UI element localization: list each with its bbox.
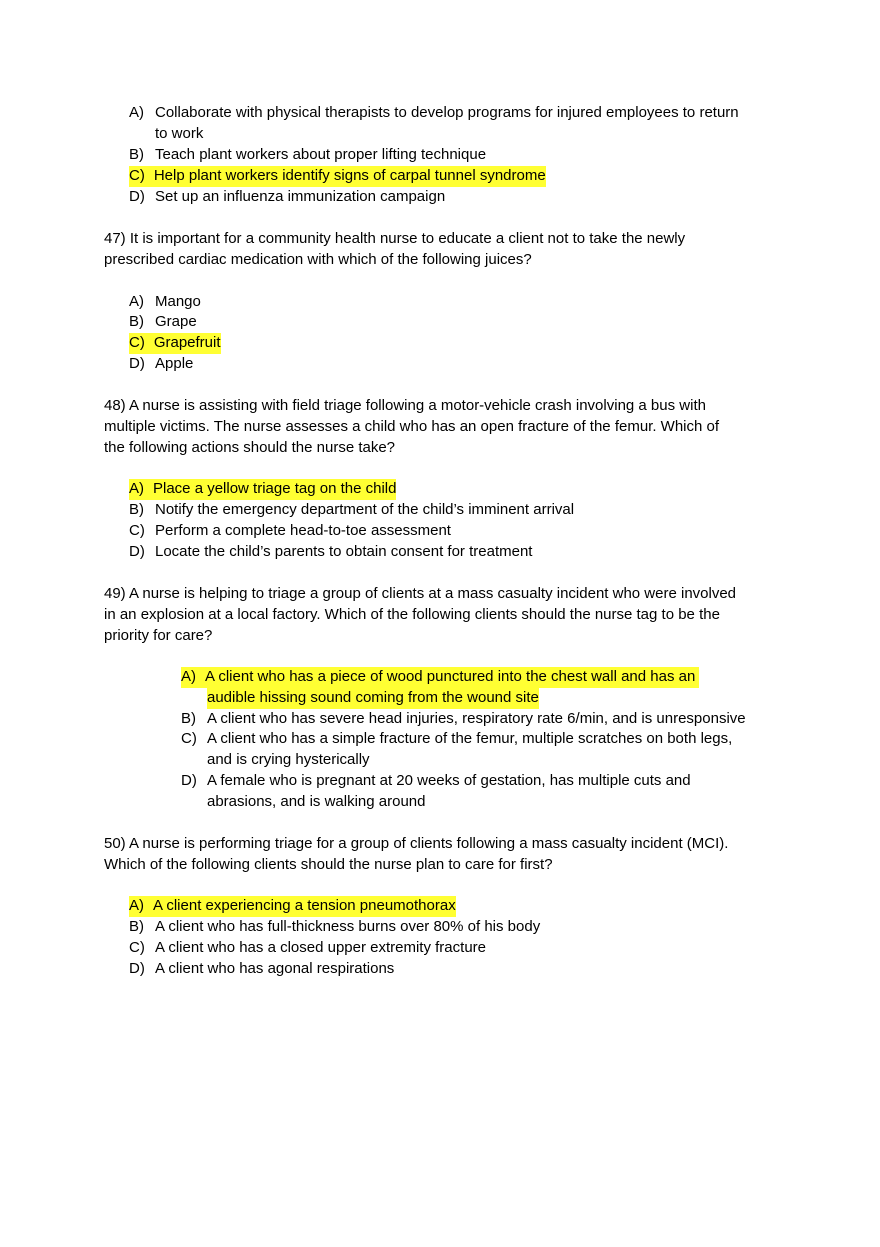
option-letter: D) bbox=[129, 188, 145, 205]
option-text-line: Collaborate with physical therapists to develop programs for injured employees to return bbox=[155, 104, 739, 121]
option-48-a-correct bbox=[129, 479, 396, 500]
stem-line: 48) A nurse is assisting with field triage following a motor-vehicle crash involving a bus with bbox=[104, 397, 706, 414]
option-text-line: abrasions, and is walking around bbox=[207, 792, 426, 810]
option-text-line: audible hissing sound coming from the wound site bbox=[207, 688, 539, 706]
answer-highlight bbox=[207, 688, 539, 709]
option-text-line: A client who has agonal respirations bbox=[155, 960, 395, 977]
option-48-b bbox=[129, 500, 574, 521]
option-text-line: Grapefruit bbox=[153, 334, 221, 351]
option-46-c-correct bbox=[129, 166, 546, 187]
option-text-line: Mango bbox=[155, 293, 201, 310]
option-letter: B) bbox=[129, 918, 144, 935]
option-49-c bbox=[181, 729, 732, 771]
option-text-line: A client who has a simple fracture of the femur, multiple scratches on both legs, bbox=[207, 730, 733, 747]
option-letter: B) bbox=[181, 710, 196, 727]
question-48-stem bbox=[104, 396, 776, 458]
option-text-line: Apple bbox=[155, 355, 194, 372]
option-47-a bbox=[129, 292, 201, 313]
option-text-line: A client who has a piece of wood punctured into the chest wall and has an bbox=[205, 668, 696, 685]
option-letter: A) bbox=[129, 293, 144, 310]
option-text-line: Set up an influenza immunization campaign bbox=[155, 188, 446, 205]
stem-line: 49) A nurse is helping to triage a group of clients at a mass casualty incident who were involved bbox=[104, 585, 737, 602]
option-letter: B) bbox=[129, 313, 144, 330]
option-text-line: A client experiencing a tension pneumothorax bbox=[153, 897, 456, 914]
question-50-stem bbox=[104, 834, 776, 876]
option-letter: B) bbox=[129, 146, 144, 163]
option-47-c-correct bbox=[129, 333, 221, 354]
option-50-b bbox=[129, 917, 540, 938]
option-letter: C) bbox=[181, 730, 197, 747]
option-letter: C) bbox=[129, 522, 145, 539]
option-letter: A) bbox=[129, 897, 144, 914]
answer-highlight bbox=[129, 166, 546, 187]
option-47-b bbox=[129, 312, 197, 333]
answer-highlight bbox=[129, 896, 456, 917]
question-47-stem bbox=[104, 229, 776, 271]
option-50-c bbox=[129, 938, 486, 959]
stem-line: 47) It is important for a community health nurse to educate a client not to take the newly bbox=[104, 230, 686, 247]
answer-highlight bbox=[129, 333, 221, 354]
stem-line: the following actions should the nurse take? bbox=[104, 438, 396, 456]
option-text-line: Place a yellow triage tag on the child bbox=[153, 480, 397, 497]
stem-line: 50) A nurse is performing triage for a group of clients following a mass casualty incident (MCI). bbox=[104, 835, 729, 852]
option-47-d bbox=[129, 354, 193, 375]
stem-line: priority for care? bbox=[104, 626, 213, 644]
option-text-line: A client who has a closed upper extremity fracture bbox=[155, 939, 486, 956]
option-letter: A) bbox=[181, 668, 196, 685]
option-letter: D) bbox=[129, 543, 145, 560]
option-text-line: Teach plant workers about proper lifting technique bbox=[155, 146, 487, 163]
answer-highlight bbox=[129, 479, 396, 500]
stem-line: prescribed cardiac medication with which of the following juices? bbox=[104, 250, 532, 268]
option-text-line: Grape bbox=[155, 313, 197, 330]
option-46-d bbox=[129, 187, 789, 208]
option-50-d bbox=[129, 959, 394, 980]
stem-line: in an explosion at a local factory. Which of the following clients should the nurse tag to be the bbox=[104, 605, 720, 623]
option-letter: C) bbox=[129, 939, 145, 956]
option-letter: C) bbox=[129, 334, 145, 351]
stem-line: Which of the following clients should the nurse plan to care for first? bbox=[104, 855, 553, 873]
option-46-b bbox=[129, 145, 789, 166]
option-text-line: A client who has severe head injuries, respiratory rate 6/min, and is unresponsive bbox=[207, 710, 746, 727]
option-text-line: A client who has full-thickness burns over 80% of his body bbox=[155, 918, 541, 935]
option-49-a-correct bbox=[181, 667, 699, 709]
answer-highlight bbox=[181, 667, 699, 688]
option-text-line: A female who is pregnant at 20 weeks of gestation, has multiple cuts and bbox=[207, 772, 691, 789]
question-49-stem bbox=[104, 584, 776, 646]
option-49-b bbox=[181, 709, 746, 730]
option-text-line: Help plant workers identify signs of carpal tunnel syndrome bbox=[153, 167, 546, 184]
option-49-d bbox=[181, 771, 691, 813]
option-50-a-correct bbox=[129, 896, 456, 917]
option-46-a bbox=[129, 103, 789, 145]
option-48-c bbox=[129, 521, 451, 542]
option-letter: A) bbox=[129, 480, 144, 497]
option-letter: D) bbox=[129, 960, 145, 977]
option-letter: A) bbox=[129, 104, 144, 121]
option-letter: D) bbox=[129, 355, 145, 372]
option-48-d bbox=[129, 542, 532, 563]
option-letter: B) bbox=[129, 501, 144, 518]
stem-line: multiple victims. The nurse assesses a child who has an open fracture of the femur. Which of bbox=[104, 417, 720, 435]
option-letter: D) bbox=[181, 772, 197, 789]
option-text-line: Notify the emergency department of the child’s imminent arrival bbox=[155, 501, 575, 518]
option-text-line: Perform a complete head-to-toe assessment bbox=[155, 522, 451, 539]
option-letter: C) bbox=[129, 167, 145, 184]
option-text-line: to work bbox=[155, 124, 204, 142]
option-text-line: Locate the child’s parents to obtain consent for treatment bbox=[155, 543, 533, 560]
option-text-line: and is crying hysterically bbox=[207, 750, 370, 768]
